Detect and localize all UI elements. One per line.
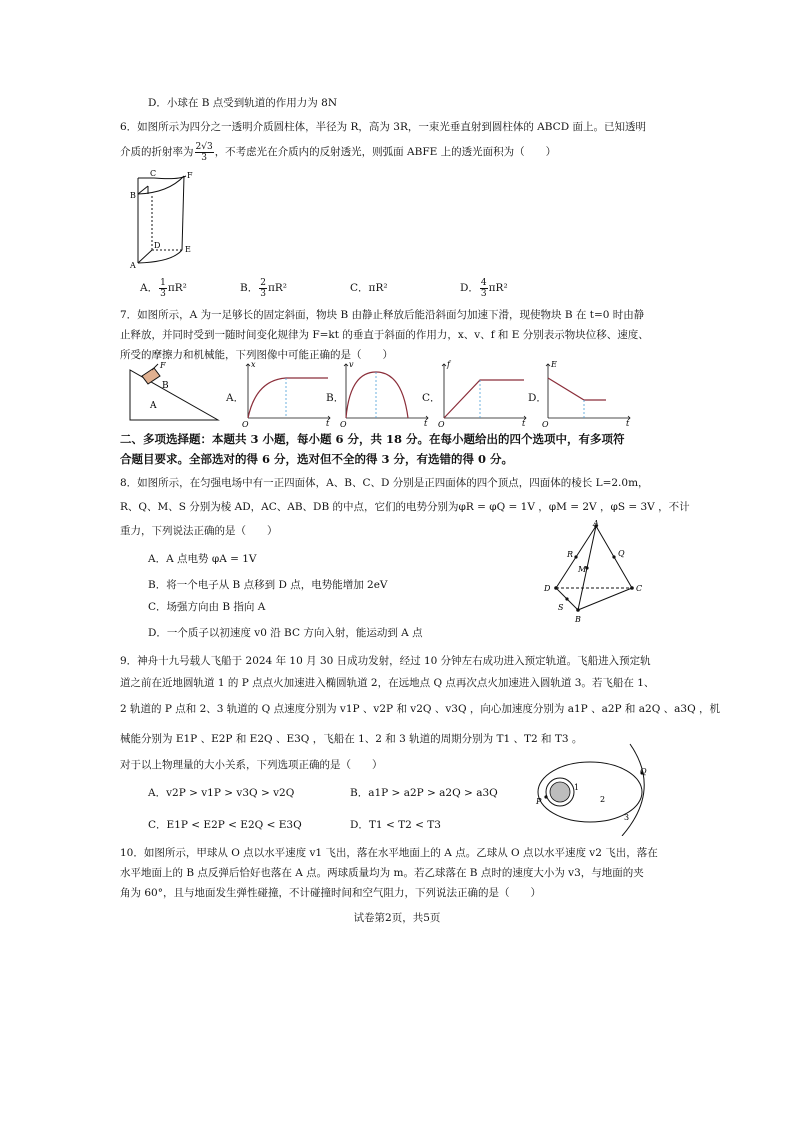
graph-d-e-t — [542, 360, 634, 428]
q8-option-a: A．A 点电势 φA = 1V — [148, 553, 257, 565]
q6-stem-line2 — [120, 140, 556, 164]
fig6-label-d: D — [154, 241, 161, 250]
q9-stem-line1: 9．神舟十九号载人飞船于 2024 年 10 月 30 日成功发射，经过 10 分钟左右成功进入预定轨道。飞船进入预定轨 — [120, 655, 651, 667]
svg-text:Q: Q — [618, 549, 625, 558]
q6-option-a: A． $\frac{1}{3}$ πR² — [140, 277, 187, 299]
section2-heading-line1: 二、多项选择题：本题共 3 小题，每小题 6 分，共 18 分。在每小题给出的四个选项中，有多项符 — [120, 432, 625, 446]
q7-stem-line3: 所受的摩擦力和机械能，下列图像中可能正确的是（ ） — [120, 349, 393, 361]
svg-text:t: t — [424, 419, 428, 428]
svg-text:Q: Q — [640, 767, 647, 776]
q7-stem-line1: 7．如图所示，A 为一足够长的固定斜面，物块 B 由静止释放后能沿斜面匀加速下滑，现使物块 B 在 t=0 时由静 — [120, 309, 645, 321]
svg-text:E: E — [551, 360, 557, 369]
svg-text:O: O — [340, 420, 347, 428]
fig7-label-a: A — [150, 401, 157, 411]
q8-stem-line3: 重力，下列说法正确的是（ ） — [120, 525, 278, 537]
fig7-label-f: F — [160, 362, 166, 370]
svg-text:M: M — [578, 565, 587, 574]
q9-stem-line5: 对于以上物理量的大小关系，下列选项正确的是（ ） — [120, 759, 383, 771]
q8-option-c: C．场强方向由 B 指向 A — [148, 601, 266, 613]
q9-stem-line4: 械能分别为 E1P 、E2P 和 E2Q 、E3Q ，飞船在 1、2 和 3 轨道的周期分别为 T1 、T2 和 T3 。 — [120, 733, 583, 745]
section2-heading-line2: 合题目要求。全部选对的得 6 分，选对但不全的得 3 分，有选错的得 0 分。 — [120, 452, 514, 466]
svg-text:O: O — [438, 420, 445, 428]
quarter-cylinder-figure — [128, 168, 198, 270]
fig6-label-e: E — [185, 245, 191, 254]
fig6-label-f: F — [187, 171, 193, 180]
q9-stem-line2: 道之前在近地圆轨道 1 的 P 点点火加速进入椭圆轨道 2，在远地点 Q 点再次点火加速进入圆轨道 3。若飞船在 1、 — [120, 677, 655, 689]
svg-text:C: C — [636, 584, 643, 593]
q6-option-c: C．πR² — [350, 282, 388, 294]
svg-text:B: B — [575, 615, 581, 624]
svg-text:R: R — [567, 550, 574, 559]
graph-a-x-t — [242, 360, 334, 428]
graph-a-option: A． — [226, 392, 245, 404]
q8-stem-line2: R、Q、M、S 分别为棱 AD，AC、AB、DB 的中点，它们的电势分别为φR = φQ = 1V ，φM = 2V ，φS = 3V ，不计 — [120, 501, 690, 513]
fig7-label-b: B — [162, 381, 169, 391]
tetrahedron-figure — [536, 520, 656, 626]
graph-b-option: B． — [326, 392, 345, 404]
svg-text:f: f — [447, 360, 450, 369]
q10-stem-line3: 角为 60°，且与地面发生弹性碰撞，不计碰撞时间和空气阻力，下列说法正确的是（ ） — [120, 887, 541, 899]
earth-icon — [550, 782, 570, 802]
svg-text:O: O — [542, 420, 549, 428]
page-footer: 试卷第2页，共5页 — [353, 912, 441, 924]
svg-text:P: P — [536, 797, 542, 806]
q10-stem-line2: 水平地面上的 B 点反弹后恰好也落在 A 点。两球质量均为 m。若乙球落在 B 点时的速度大小为 v3，与地面的夹 — [120, 867, 644, 879]
q6-option-b: B． $\frac{2}{3}$ πR² — [240, 277, 287, 299]
svg-text:1: 1 — [574, 783, 580, 792]
svg-text:D: D — [544, 584, 551, 593]
svg-text:t: t — [326, 419, 330, 428]
q8-stem-line1: 8．如图所示，在匀强电场中有一正四面体，A、B、C、D 分别是正四面体的四个顶点，四面体的棱长 L=2.0m， — [120, 477, 649, 489]
svg-text:A: A — [593, 520, 599, 528]
incline-figure — [124, 362, 224, 424]
q9-option-d: D．T1 < T2 < T3 — [350, 819, 441, 831]
q6-stem-part1: 介质的折射率为 — [120, 146, 194, 158]
graph-c-f-t — [438, 360, 530, 428]
q9-option-a: A．v2P > v1P > v3Q > v2Q — [148, 787, 295, 799]
svg-text:t: t — [626, 419, 630, 428]
graph-d-option: D． — [528, 392, 547, 404]
q6-stem-line1: 6．如图所示为四分之一透明介质圆柱体，半径为 R，高为 3R，一束光垂直射到圆柱体的 ABCD 面上。已知透明 — [120, 121, 646, 133]
q9-option-c: C．E1P < E2P < E2Q < E3Q — [148, 819, 302, 831]
fig6-label-a: A — [130, 261, 136, 270]
q6-option-d: D． $\frac{4}{3}$ πR² — [460, 277, 508, 299]
q9-stem-line3: 2 轨道的 P 点和 2、3 轨道的 Q 点速度分别为 v1P 、v2P 和 v2Q 、v3Q ，向心加速度分别为 a1P 、a2P 和 a2Q 、a3Q ，机 — [120, 703, 721, 715]
svg-text:O: O — [242, 420, 249, 428]
q8-option-d: D．一个质子以初速度 v0 沿 BC 方向入射，能运动到 A 点 — [148, 627, 423, 639]
fig6-label-b: B — [130, 191, 136, 200]
q6-stem-part2: ，不考虑光在介质内的反射透光，则弧面 ABFE 上的透光面积为（ ） — [214, 146, 557, 158]
svg-text:v: v — [349, 360, 354, 369]
svg-text:x: x — [251, 360, 256, 369]
svg-text:S: S — [558, 603, 564, 612]
q10-stem-line1: 10．如图所示，甲球从 O 点以水平速度 v1 飞出，落在水平地面上的 A 点。乙球从 O 点以水平速度 v2 飞出，落在 — [120, 847, 658, 859]
svg-text:3: 3 — [624, 813, 630, 822]
q8-option-b: B．将一个电子从 B 点移到 D 点，电势能增加 2eV — [148, 579, 388, 591]
q5-option-d: D．小球在 B 点受到轨道的作用力为 8N — [148, 97, 338, 109]
svg-text:t: t — [522, 419, 526, 428]
q7-stem-line2: 止释放，并同时受到一随时间变化规律为 F=kt 的垂直于斜面的作用力，x、v、f 和 E 分别表示物块位移、速度、 — [120, 329, 649, 341]
refractive-index-fraction: $\frac{2√3}{3}$ — [195, 141, 213, 163]
fig6-label-c: C — [150, 169, 157, 178]
orbit-figure — [534, 740, 664, 836]
graph-b-v-t — [340, 360, 432, 428]
svg-text:2: 2 — [600, 795, 606, 804]
graph-c-option: C． — [422, 392, 441, 404]
q9-option-b: B．a1P > a2P > a2Q > a3Q — [350, 787, 498, 799]
